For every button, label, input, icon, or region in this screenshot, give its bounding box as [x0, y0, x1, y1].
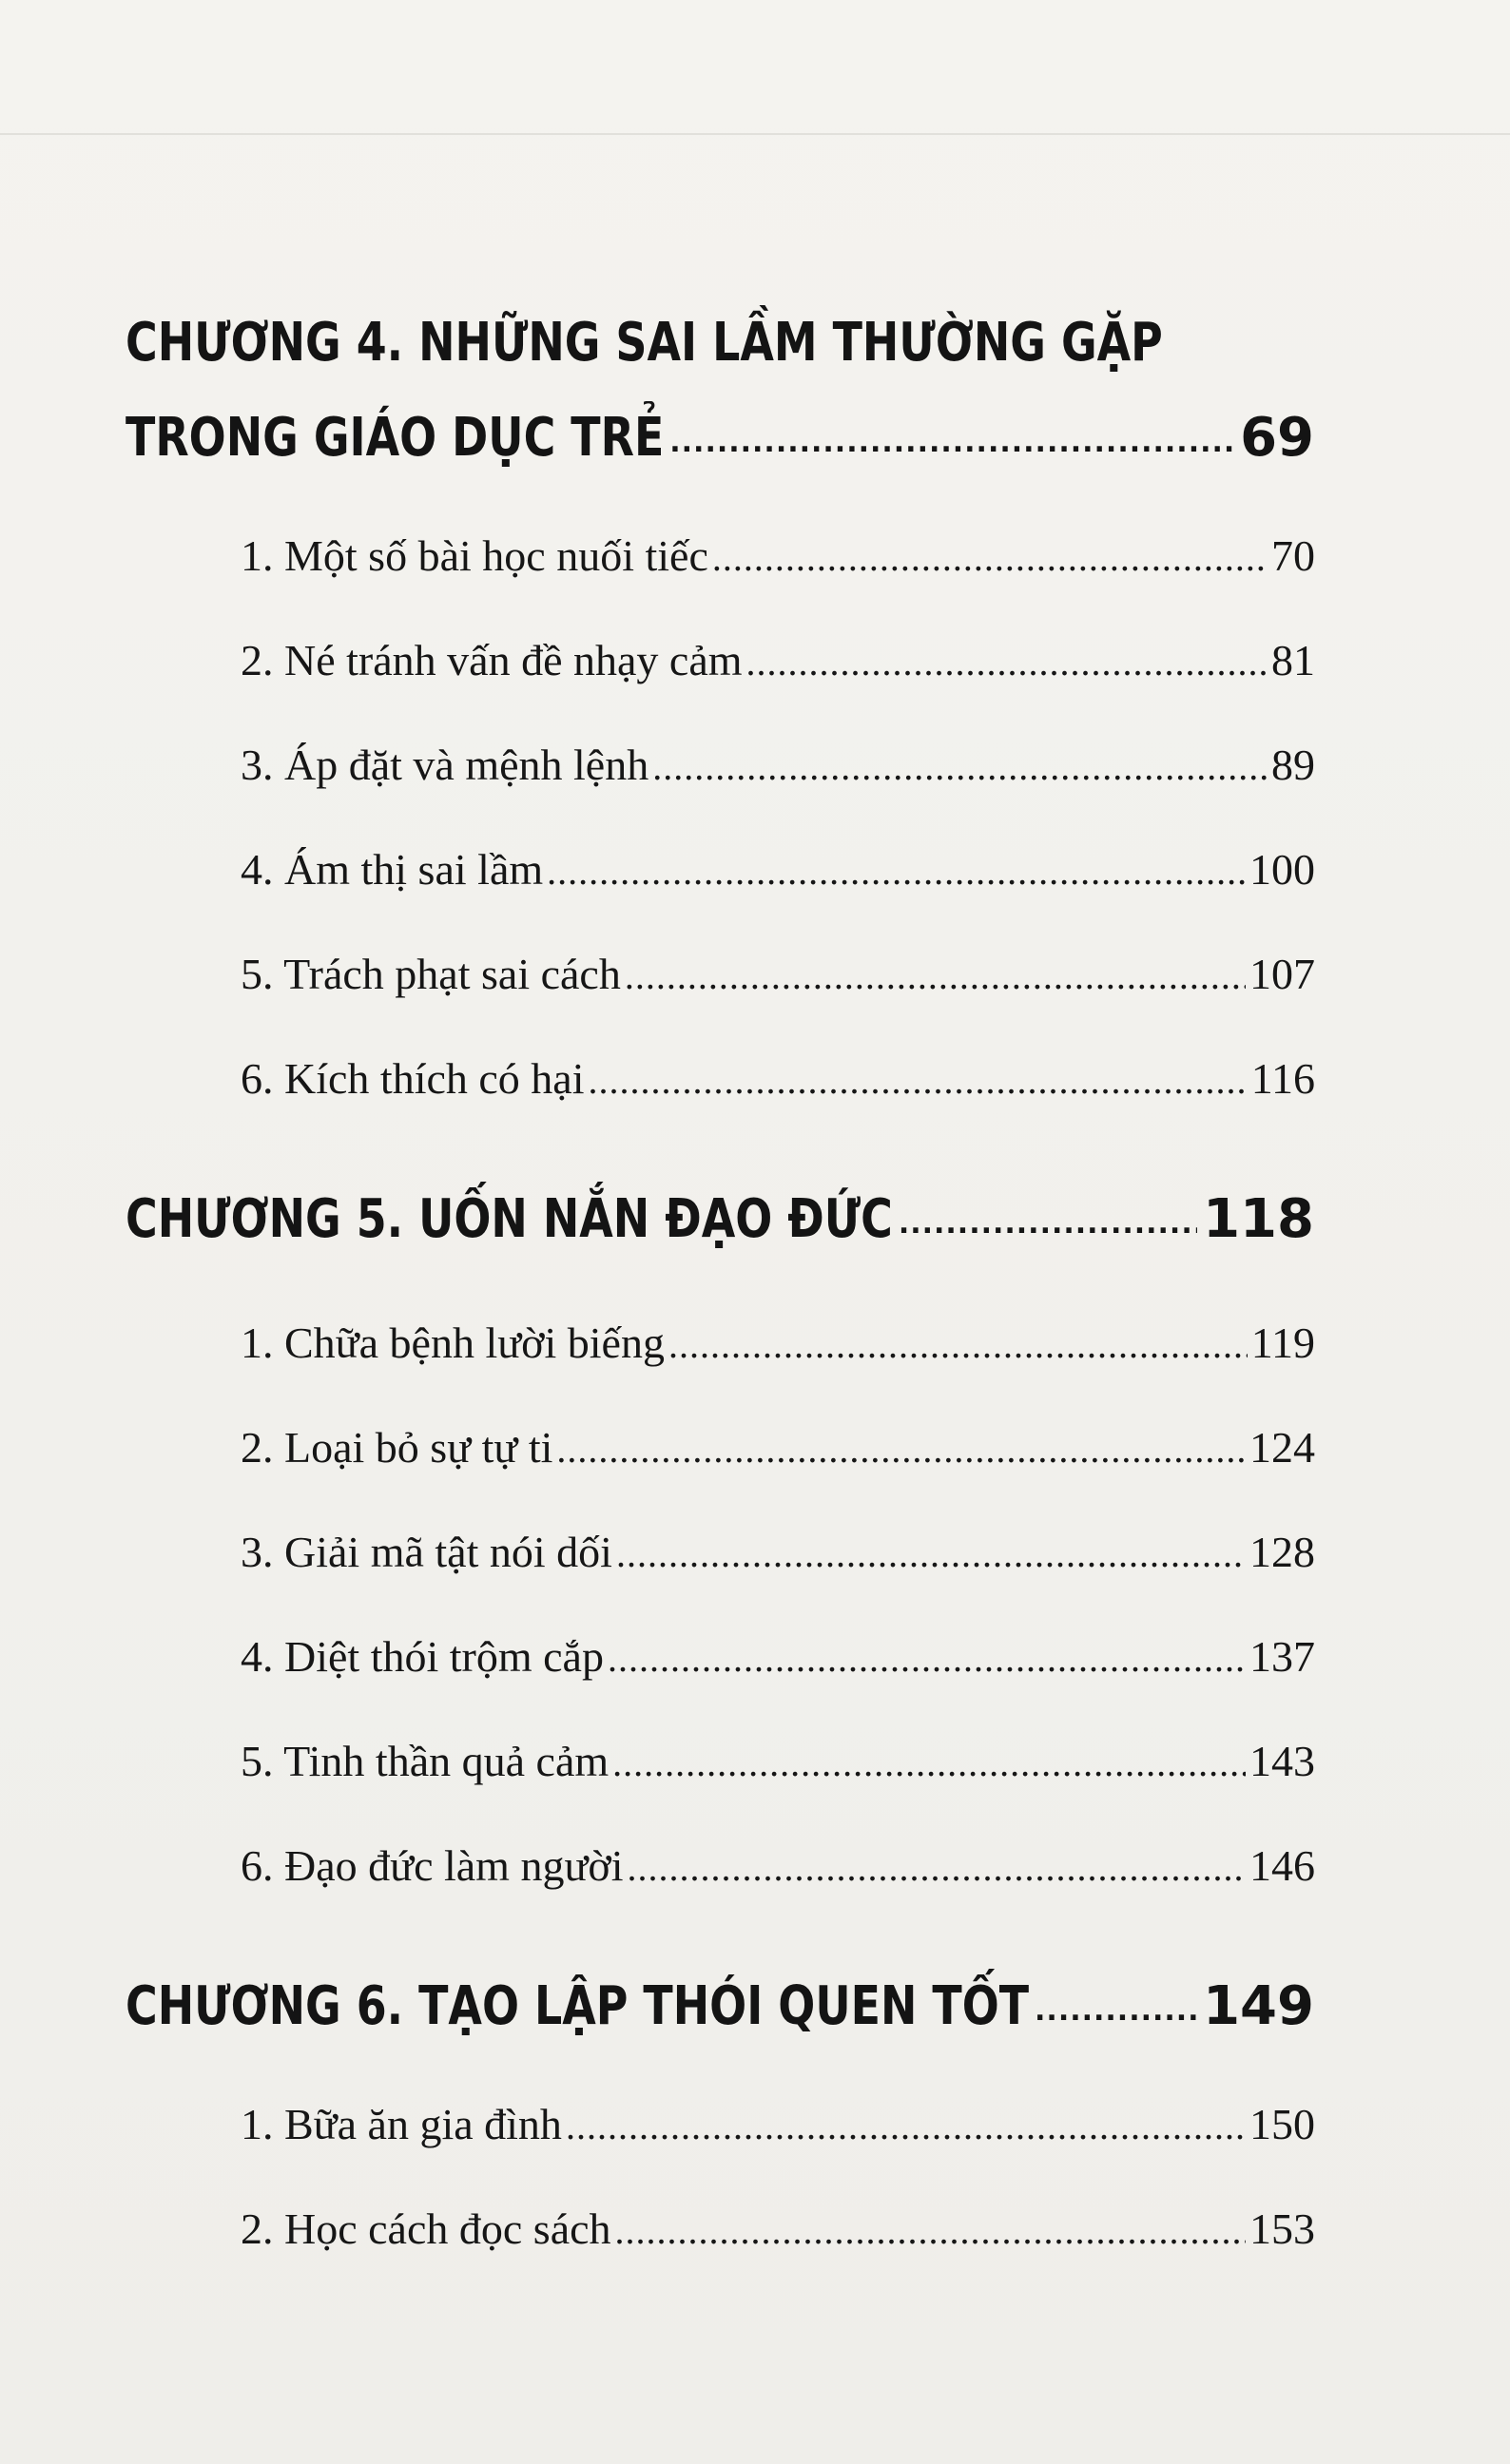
- toc-entry-page: 116: [1250, 1054, 1315, 1103]
- toc-entry: [241, 1422, 1315, 1473]
- toc-entry: [241, 740, 1315, 790]
- toc-entry-page: 81: [1271, 636, 1315, 684]
- toc-entry-page: 124: [1249, 1423, 1315, 1472]
- toc-entry-page: 119: [1250, 1319, 1315, 1367]
- chapter-5-title: CHƯƠNG 5. UỐN NẮN ĐẠO ĐỨC: [126, 1188, 893, 1250]
- leader-dots: [899, 1207, 1197, 1250]
- chapter-5-page: 118: [1203, 1188, 1314, 1250]
- leader-dots: [556, 1427, 1246, 1472]
- toc-entry: [241, 1318, 1315, 1368]
- leader-dots: [652, 744, 1268, 789]
- toc-entry: [241, 1736, 1315, 1786]
- leader-dots: [712, 535, 1268, 580]
- chapter-5-heading: [126, 1188, 1314, 1250]
- toc-entry-page: 107: [1249, 950, 1315, 998]
- leader-dots: [669, 426, 1234, 469]
- toc-entry: [241, 1840, 1315, 1891]
- toc-entry: [241, 1527, 1315, 1577]
- toc-entry: [241, 1053, 1315, 1104]
- toc-entry: [241, 1631, 1315, 1682]
- toc-entry: [241, 2099, 1315, 2149]
- leader-dots: [1035, 1994, 1197, 2037]
- toc-entry-label: 1. Một số bài học nuối tiếc: [241, 531, 708, 580]
- chapter-6-page: 149: [1203, 1975, 1314, 2037]
- bleed-through-header: [0, 67, 1510, 135]
- toc-entry-page: 70: [1271, 531, 1315, 580]
- toc-entry-page: 128: [1249, 1528, 1315, 1576]
- toc-entry: [241, 635, 1315, 685]
- toc-entry-label: 2. Loại bỏ sự tự ti: [241, 1423, 553, 1472]
- toc-entry-label: 3. Áp đặt và mệnh lệnh: [241, 741, 649, 789]
- chapter-4-title-line1: CHƯƠNG 4. NHỮNG SAI LẦM THƯỜNG GẶP: [126, 312, 1163, 374]
- toc-entry-label: 4. Diệt thói trộm cắp: [241, 1632, 604, 1681]
- leader-dots: [547, 849, 1246, 894]
- toc-entry: [241, 2204, 1315, 2254]
- toc-entry-label: 6. Đạo đức làm người: [241, 1841, 624, 1890]
- toc-entry-label: 5. Trách phạt sai cách: [241, 950, 621, 998]
- toc-entry: [241, 949, 1315, 999]
- toc-entry-label: 2. Né tránh vấn đề nhạy cảm: [241, 636, 743, 684]
- toc-entry: [241, 530, 1315, 581]
- chapter-6-title: CHƯƠNG 6. TẠO LẬP THÓI QUEN TỐT: [126, 1975, 1030, 2037]
- toc-entry-page: 137: [1249, 1632, 1315, 1681]
- leader-dots: [616, 1531, 1246, 1576]
- toc-entry-label: 1. Chữa bệnh lười biếng: [241, 1319, 665, 1367]
- toc-entry-label: 5. Tinh thần quả cảm: [241, 1737, 610, 1785]
- leader-dots: [589, 1058, 1248, 1103]
- toc-entry-page: 100: [1249, 845, 1315, 894]
- toc-entry-page: 150: [1249, 2100, 1315, 2148]
- toc-entry-page: 143: [1249, 1737, 1315, 1785]
- toc-entry-page: 153: [1249, 2204, 1315, 2253]
- leader-dots: [612, 1741, 1246, 1785]
- leader-dots: [628, 1845, 1247, 1890]
- leader-dots: [746, 640, 1268, 684]
- leader-dots: [668, 1322, 1248, 1367]
- toc-entry-label: 6. Kích thích có hại: [241, 1054, 585, 1103]
- toc-entry-page: 89: [1271, 741, 1315, 789]
- leader-dots: [615, 2208, 1246, 2253]
- leader-dots: [608, 1636, 1246, 1681]
- toc-entry-page: 146: [1249, 1841, 1315, 1890]
- toc-entry-label: 3. Giải mã tật nói dối: [241, 1528, 612, 1576]
- toc-entry-label: 4. Ám thị sai lầm: [241, 845, 544, 894]
- chapter-4-title: TRONG GIÁO DỤC TRẺ: [126, 407, 665, 469]
- chapter-4-title-line2: [126, 407, 1314, 469]
- leader-dots: [625, 953, 1246, 998]
- chapter-4-page: 69: [1240, 407, 1314, 469]
- leader-dots: [566, 2104, 1246, 2148]
- toc-entry-label: 2. Học cách đọc sách: [241, 2204, 611, 2253]
- chapter-6-heading: [126, 1975, 1314, 2037]
- toc-entry-label: 1. Bữa ăn gia đình: [241, 2100, 562, 2148]
- toc-entry: [241, 844, 1315, 895]
